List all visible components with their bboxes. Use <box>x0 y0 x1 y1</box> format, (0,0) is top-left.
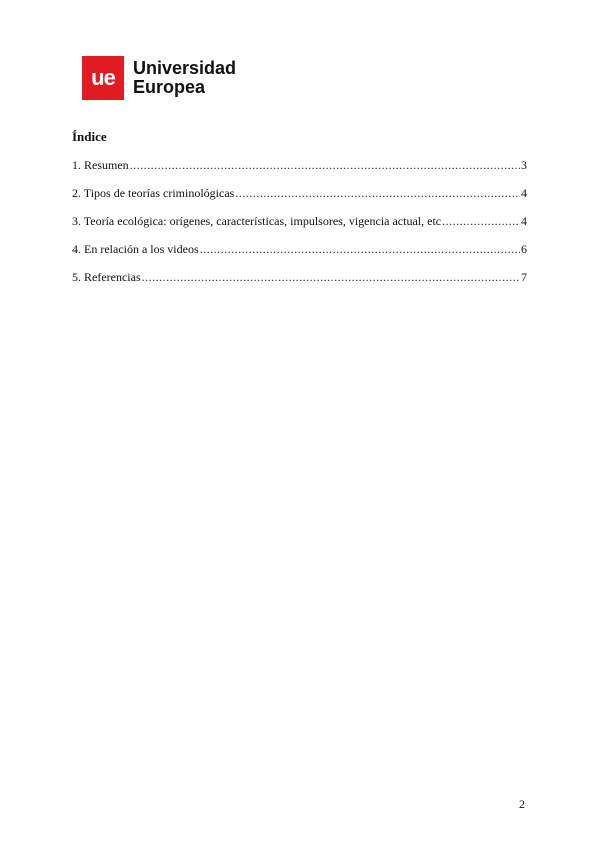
dot-leader <box>200 242 520 257</box>
toc-entry[interactable] <box>72 214 527 242</box>
page-number: 2 <box>519 797 525 811</box>
toc-entry-label: 2. Tipos de teorías criminológicas <box>72 186 235 200</box>
logo-line-2: Europea <box>133 77 206 97</box>
university-logo <box>82 56 236 100</box>
toc-title: Índice <box>72 129 107 144</box>
dot-leader <box>130 158 520 173</box>
toc-entry-label: 3. Teoría ecológica: orígenes, características, impulsores, vigencia actual, etc <box>72 214 442 228</box>
toc-entry-page: 4 <box>521 186 527 200</box>
table-of-contents <box>72 158 527 298</box>
dot-leader <box>142 270 520 285</box>
logo-wordmark <box>133 59 236 97</box>
toc-entry-label: 4. En relación a los videos <box>72 242 199 256</box>
dot-leader <box>235 186 520 201</box>
ue-logo-icon: ue <box>82 56 124 100</box>
toc-entry-label: 1. Resumen <box>72 158 129 172</box>
toc-entry[interactable] <box>72 242 527 270</box>
toc-entry[interactable] <box>72 186 527 214</box>
toc-entry-page: 6 <box>521 242 527 256</box>
toc-entry[interactable] <box>72 158 527 186</box>
dot-leader <box>442 214 520 229</box>
logo-line-1: Universidad <box>133 58 237 78</box>
toc-entry-page: 3 <box>521 158 527 172</box>
toc-entry-page: 7 <box>521 270 527 284</box>
toc-entry-label: 5. Referencias <box>72 270 141 284</box>
toc-entry[interactable] <box>72 270 527 298</box>
toc-entry-page: 4 <box>521 214 527 228</box>
